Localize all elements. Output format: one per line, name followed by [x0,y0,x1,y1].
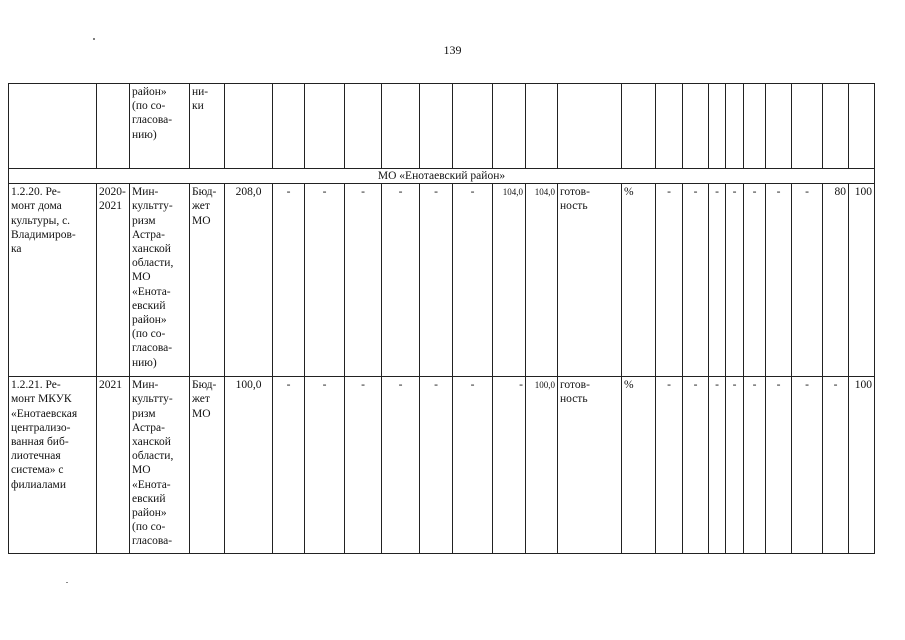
value-cell: - [305,377,345,554]
value-cell: - [792,184,823,377]
section-row [9,169,875,184]
page-number: 139 [443,43,462,57]
total-cell: 100,0 [225,377,273,554]
value-cell: 100,0 [526,377,558,554]
executor-cell: Мин- культту- ризм Астра- ханской области, МО «Енота- евский район» (по со- гласова- нию) [130,184,190,377]
value-cell: - [382,184,420,377]
value-cell: 104,0 [493,184,526,377]
source-cell: ни- ки [190,84,225,169]
unit-cell: % [622,184,656,377]
value-cell: - [726,377,744,554]
value-cell: - [683,184,709,377]
measure-name: 1.2.21. Ре- монт МКУК «Енотаевская централизо- ванная биб- лиотечная система» с филиалами [9,377,97,554]
section-title: МО «Енотаевский район» [9,169,875,184]
value-cell: - [744,184,766,377]
value-cell: - [345,377,382,554]
value-cell: 100 [849,184,875,377]
scan-speck [93,38,95,40]
table-row [9,377,875,554]
value-cell: - [766,377,792,554]
value-cell: - [792,377,823,554]
value-cell: - [744,377,766,554]
value-cell: - [766,184,792,377]
value-cell: 100 [849,377,875,554]
value-cell: - [709,184,726,377]
table-row [9,84,875,169]
indicator-cell: готов- ность [558,184,622,377]
unit-cell: % [622,377,656,554]
value-cell: - [345,184,382,377]
program-table [8,83,875,554]
value-cell: - [305,184,345,377]
value-cell: - [273,377,305,554]
value-cell: - [453,184,493,377]
table-row [9,184,875,377]
years-cell: 2020- 2021 [97,184,130,377]
value-cell: - [656,184,683,377]
value-cell: - [273,184,305,377]
value-cell: - [420,184,453,377]
measure-name: 1.2.20. Ре- монт дома культуры, с. Владимиров- ка [9,184,97,377]
value-cell: - [420,377,453,554]
total-cell: 208,0 [225,184,273,377]
value-cell: - [656,377,683,554]
value-cell: - [453,377,493,554]
value-cell: - [683,377,709,554]
value-cell: - [823,377,849,554]
value-cell: 104,0 [526,184,558,377]
value-cell: 80 [823,184,849,377]
source-cell: Бюд- жет МО [190,184,225,377]
value-cell: - [726,184,744,377]
scan-speck [66,582,68,583]
source-cell: Бюд- жет МО [190,377,225,554]
years-cell: 2021 [97,377,130,554]
indicator-cell: готов- ность [558,377,622,554]
value-cell: - [709,377,726,554]
executor-cell: Мин- культту- ризм Астра- ханской области, МО «Енота- евский район» (по со- гласова- [130,377,190,554]
value-cell: - [493,377,526,554]
value-cell: - [382,377,420,554]
executor-cell: район» (по со- гласова- нию) [130,84,190,169]
